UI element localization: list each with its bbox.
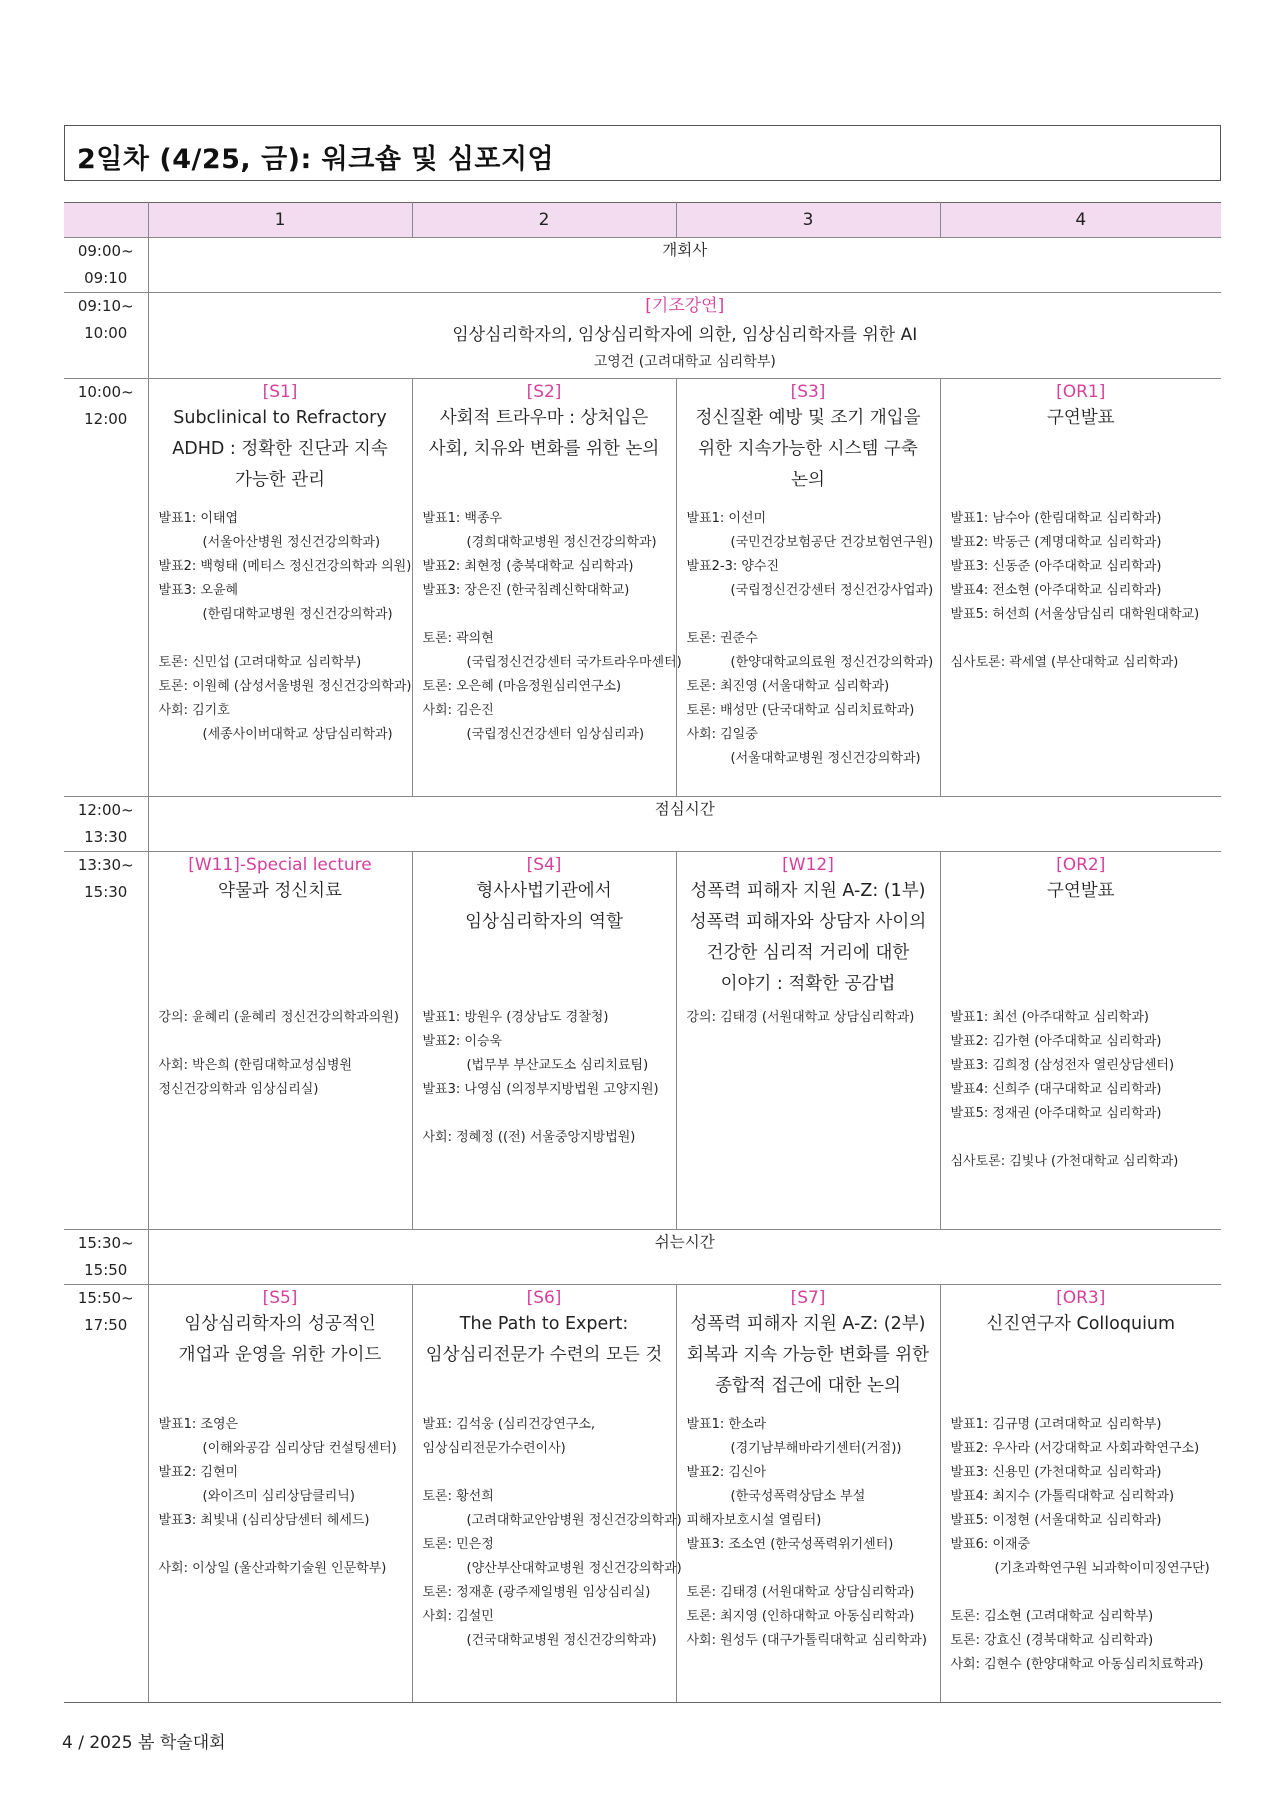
header-row xyxy=(64,203,1221,238)
page-title: 2일차 (4/25, 금): 워크숍 및 심포지엄 xyxy=(77,144,555,175)
session-title-line: 임상심리학자의 성공적인 xyxy=(184,1314,376,1334)
row-break xyxy=(64,1230,1221,1285)
participant-line: (국민건강보험공단 건강보험연구원) xyxy=(730,535,934,550)
participant-list xyxy=(158,507,412,747)
lunch-cell: 점심시간 xyxy=(148,797,1221,852)
participant-line: 발표2: 백형태 (메티스 정신건강의학과 의원) xyxy=(158,559,412,574)
session-tag: [S6] xyxy=(526,1288,562,1308)
participant-line: 발표2: 김현미 xyxy=(158,1465,239,1480)
participant-line: (세종사이버대학교 상담심리학과) xyxy=(202,727,393,742)
participant-line: 발표4: 신희주 (대구대학교 심리학과) xyxy=(950,1082,1162,1097)
participant-line: (와이즈미 심리상담클리닉) xyxy=(202,1489,355,1504)
participant-line: 토론: 곽의현 xyxy=(422,631,494,646)
participant-list xyxy=(687,1006,936,1030)
participant-line: (국립정신건강센터 임상심리과) xyxy=(466,727,645,742)
session-title-line: 회복과 지속 가능한 변화를 위한 xyxy=(686,1345,929,1365)
participant-line: 사회: 김은진 xyxy=(422,703,494,718)
participant-line: (기초과학연구원 뇌과학이미징연구단) xyxy=(994,1561,1210,1576)
header-col-2: 2 xyxy=(412,203,676,238)
session-tag: [S7] xyxy=(790,1288,826,1308)
page-title-box xyxy=(64,125,1221,181)
participant-line: 발표2: 김가현 (아주대학교 심리학과) xyxy=(950,1034,1162,1049)
participant-line: 토론: 강효신 (경북대학교 심리학과) xyxy=(950,1633,1154,1648)
row-keynote xyxy=(64,293,1221,379)
participant-line xyxy=(687,1557,936,1581)
participant-line: 발표2: 우사라 (서강대학교 사회과학연구소) xyxy=(950,1441,1200,1456)
session-title-line: The Path to Expert: xyxy=(459,1314,629,1334)
break-cell: 쉬는시간 xyxy=(148,1230,1221,1285)
session-title-line: 구연발표 xyxy=(1046,408,1115,428)
participant-list xyxy=(687,1413,936,1653)
participant-line: 발표5: 이정현 (서울대학교 심리학과) xyxy=(950,1513,1162,1528)
participant-list xyxy=(422,507,682,747)
participant-line: 발표3: 오윤혜 xyxy=(158,583,239,598)
participant-list xyxy=(159,1006,408,1102)
participant-line: (경희대학교병원 정신건강의학과) xyxy=(466,535,657,550)
participant-line: 발표1: 최선 (아주대학교 심리학과) xyxy=(950,1010,1149,1025)
session-title-line: 약물과 정신치료 xyxy=(218,881,342,901)
participant-line: 토론: 김소현 (고려대학교 심리학부) xyxy=(950,1609,1154,1624)
participant-line: 사회: 김일중 xyxy=(686,727,758,742)
session-title-line: Subclinical to Refractory xyxy=(173,408,387,428)
participant-line: (건국대학교병원 정신건강의학과) xyxy=(466,1633,657,1648)
session-title-line: 성폭력 피해자 지원 A-Z: (1부) xyxy=(690,881,926,901)
participant-line: 토론: 이원혜 (삼성서울병원 정신건강의학과) xyxy=(158,679,412,694)
keynote-tag: [기조강연] xyxy=(645,296,725,316)
participant-line: (서울대학교병원 정신건강의학과) xyxy=(730,751,921,766)
session-tag: [S5] xyxy=(262,1288,298,1308)
session-title-line: 위한 지속가능한 시스템 구축 xyxy=(698,439,918,459)
session-w11 xyxy=(148,852,412,1230)
participant-line: 발표2: 이승욱 xyxy=(422,1034,503,1049)
time-cell: 15:50~ 17:50 xyxy=(64,1285,148,1703)
session-w12 xyxy=(676,852,940,1230)
session-tag: [S3] xyxy=(790,382,826,402)
participant-line xyxy=(423,1102,672,1126)
participant-line xyxy=(423,1461,672,1485)
participant-line: 사회: 김설민 xyxy=(422,1609,494,1624)
participant-line: 토론: 오은혜 (마음정원심리연구소) xyxy=(422,679,622,694)
participant-line: 토론: 최지영 (인하대학교 아동심리학과) xyxy=(686,1609,915,1624)
participant-line: 발표3: 김희정 (삼성전자 열린상담센터) xyxy=(950,1058,1175,1073)
session-title-line: 논의 xyxy=(791,470,825,490)
participant-line: (한국성폭력상담소 부설 xyxy=(730,1489,866,1504)
session-title-line: 개업과 운영을 위한 가이드 xyxy=(178,1345,382,1365)
participant-line: 토론: 김태경 (서원대학교 상담심리학과) xyxy=(686,1585,915,1600)
participant-line: (한림대학교병원 정신건강의학과) xyxy=(202,607,393,622)
participant-list xyxy=(422,1413,682,1653)
participant-line: 임상심리전문가수련이사) xyxy=(422,1441,566,1456)
header-col-3: 3 xyxy=(676,203,940,238)
opening-cell: 개회사 xyxy=(148,238,1221,293)
session-title-line: 종합적 접근에 대한 논의 xyxy=(715,1376,901,1396)
time-cell: 10:00~ 12:00 xyxy=(64,379,148,797)
participant-line: 발표3: 조소연 (한국성폭력위기센터) xyxy=(686,1537,894,1552)
schedule-table xyxy=(64,202,1221,1703)
participant-line: 사회: 김기호 xyxy=(158,703,230,718)
participant-line: 발표1: 백종우 xyxy=(422,511,503,526)
participant-line: 발표1: 방원우 (경상남도 경찰청) xyxy=(422,1010,609,1025)
session-title-line: 구연발표 xyxy=(1046,881,1115,901)
session-or1 xyxy=(940,379,1221,797)
session-title-line: 신진연구자 Colloquium xyxy=(986,1314,1176,1334)
participant-list xyxy=(951,1006,1218,1174)
participant-line: 사회: 원성두 (대구가톨릭대학교 심리학과) xyxy=(686,1633,927,1648)
session-tag: [OR3] xyxy=(1056,1288,1106,1308)
time-cell: 09:10~ 10:00 xyxy=(64,293,148,379)
participant-line xyxy=(159,1533,408,1557)
participant-line: 토론: 신민섭 (고려대학교 심리학부) xyxy=(158,655,362,670)
participant-line: 발표2: 박동근 (계명대학교 심리학과) xyxy=(950,535,1162,550)
time-cell: 09:00~ 09:10 xyxy=(64,238,148,293)
participant-line: (국립정신건강센터 정신건강사업과) xyxy=(730,583,934,598)
session-s5 xyxy=(148,1285,412,1703)
session-title-line: 건강한 심리적 거리에 대한 xyxy=(706,943,910,963)
participant-line: 사회: 이상일 (울산과학기술원 인문학부) xyxy=(158,1561,387,1576)
participant-line: 발표5: 정재권 (아주대학교 심리학과) xyxy=(950,1106,1162,1121)
row-lunch xyxy=(64,797,1221,852)
participant-line: (법무부 부산교도소 심리치료팀) xyxy=(466,1058,649,1073)
participant-line xyxy=(423,603,672,627)
session-title-line: 성폭력 피해자 지원 A-Z: (2부) xyxy=(690,1314,926,1334)
session-tag: [OR2] xyxy=(1056,855,1106,875)
session-s3 xyxy=(676,379,940,797)
header-col-1: 1 xyxy=(148,203,412,238)
session-s6 xyxy=(412,1285,682,1703)
session-tag: [S2] xyxy=(526,382,562,402)
participant-line: 토론: 황선희 xyxy=(422,1489,494,1504)
session-s7 xyxy=(676,1285,940,1703)
participant-line: 강의: 윤혜리 (윤혜리 정신건강의학과의원) xyxy=(158,1010,399,1025)
session-title-line: 성폭력 피해자와 상담자 사이의 xyxy=(689,912,927,932)
keynote-title: 임상심리학자의, 임상심리학자에 의한, 임상심리학자를 위한 AI xyxy=(452,325,918,345)
session-title-line: 가능한 관리 xyxy=(234,470,326,490)
participant-line: 정신건강의학과 임상심리실) xyxy=(158,1082,319,1097)
participant-line: 토론: 최진영 (서울대학교 심리학과) xyxy=(686,679,890,694)
session-tag: [OR1] xyxy=(1056,382,1106,402)
session-s4 xyxy=(412,852,676,1230)
participant-list xyxy=(687,507,936,771)
time-cell: 13:30~ 15:30 xyxy=(64,852,148,1230)
participant-line: 발표5: 허선희 (서울상담심리 대학원대학교) xyxy=(950,607,1200,622)
participant-line: 토론: 권준수 xyxy=(686,631,758,646)
participant-line: 사회: 박은희 (한림대학교성심병원 xyxy=(158,1058,353,1073)
row-block1 xyxy=(64,379,1221,797)
participant-line: 발표2-3: 양수진 xyxy=(686,559,780,574)
row-block2 xyxy=(64,852,1221,1230)
header-col-4: 4 xyxy=(940,203,1221,238)
session-or3 xyxy=(940,1285,1221,1703)
session-title-line: 정신질환 예방 및 조기 개입을 xyxy=(695,408,921,428)
participant-line: 발표1: 조영은 xyxy=(158,1417,239,1432)
participant-line: 발표3: 장은진 (한국침례신학대학교) xyxy=(422,583,630,598)
time-cell: 15:30~ 15:50 xyxy=(64,1230,148,1285)
participant-line: 발표1: 남수아 (한림대학교 심리학과) xyxy=(950,511,1162,526)
session-title-line: 임상심리전문가 수련의 모든 것 xyxy=(425,1345,663,1365)
participant-list xyxy=(423,1006,672,1150)
session-title-line: ADHD : 정확한 진단과 지속 xyxy=(172,439,388,459)
session-tag: [S4] xyxy=(526,855,562,875)
participant-line: 발표6: 이재중 xyxy=(950,1537,1031,1552)
participant-line: 발표3: 신동준 (아주대학교 심리학과) xyxy=(950,559,1162,574)
participant-line: (경기남부해바라기센터(거점)) xyxy=(730,1441,902,1456)
participant-line: 발표4: 전소현 (아주대학교 심리학과) xyxy=(950,583,1162,598)
participant-line: 강의: 김태경 (서원대학교 상담심리학과) xyxy=(686,1010,915,1025)
session-tag: [W12] xyxy=(782,855,834,875)
session-tag: [S1] xyxy=(262,382,298,402)
header-time xyxy=(64,203,148,238)
participant-line: (고려대학교안암병원 정신건강의학과) xyxy=(466,1513,682,1528)
participant-line: 토론: 배성만 (단국대학교 심리치료학과) xyxy=(686,703,915,718)
session-title-line: 이야기 : 적확한 공감법 xyxy=(720,974,896,994)
participant-line: (이해와공감 심리상담 컨설팅센터) xyxy=(202,1441,397,1456)
participant-line: 발표4: 최지수 (가톨릭대학교 심리학과) xyxy=(950,1489,1175,1504)
participant-line: 피해자보호시설 열림터) xyxy=(686,1513,822,1528)
participant-line: 심사토론: 김빛나 (가천대학교 심리학과) xyxy=(950,1154,1179,1169)
time-cell: 12:00~ 13:30 xyxy=(64,797,148,852)
participant-line: 발표1: 한소라 xyxy=(686,1417,767,1432)
participant-line: 발표1: 김규명 (고려대학교 심리학부) xyxy=(950,1417,1162,1432)
participant-list xyxy=(951,1413,1218,1677)
participant-line: 발표3: 최빛내 (심리상담센터 헤세드) xyxy=(158,1513,370,1528)
participant-line: 발표3: 신용민 (가천대학교 심리학과) xyxy=(950,1465,1162,1480)
participant-line: 발표2: 최현정 (충북대학교 심리학과) xyxy=(422,559,634,574)
participant-line: 발표: 김석웅 (심리건강연구소, xyxy=(422,1417,596,1432)
participant-line: 발표2: 김신아 xyxy=(686,1465,767,1480)
participant-line: (국립정신건강센터 국가트라우마센터) xyxy=(466,655,682,670)
row-opening xyxy=(64,238,1221,293)
session-title-line: 형사사법기관에서 xyxy=(476,881,612,901)
participant-line xyxy=(951,627,1218,651)
participant-line: (서울아산병원 정신건강의학과) xyxy=(202,535,381,550)
session-title-line: 사회, 치유와 변화를 위한 논의 xyxy=(428,439,660,459)
participant-line: 사회: 김현수 (한양대학교 아동심리치료학과) xyxy=(950,1657,1204,1672)
participant-line: 발표3: 나영심 (의정부지방법원 고양지원) xyxy=(422,1082,659,1097)
session-or2 xyxy=(940,852,1221,1230)
participant-line: 발표1: 이태엽 xyxy=(158,511,239,526)
participant-line: 토론: 정재훈 (광주제일병원 임상심리실) xyxy=(422,1585,651,1600)
session-tag: [W11]-Special lecture xyxy=(188,855,372,875)
session-s2 xyxy=(412,379,682,797)
participant-line xyxy=(159,1030,408,1054)
participant-line: (양산부산대학교병원 정신건강의학과) xyxy=(466,1561,682,1576)
keynote-speaker: 고영건 (고려대학교 심리학부) xyxy=(593,354,776,370)
page-footer: 4 / 2025 봄 학술대회 xyxy=(62,1733,226,1753)
participant-list xyxy=(951,507,1218,675)
participant-line xyxy=(951,1581,1218,1605)
participant-line xyxy=(687,603,936,627)
participant-line xyxy=(159,627,408,651)
session-title-line: 임상심리학자의 역할 xyxy=(465,912,623,932)
participant-line: 사회: 정혜정 ((전) 서울중앙지방법원) xyxy=(422,1130,636,1145)
session-s1 xyxy=(148,379,412,797)
participant-line: (한양대학교의료원 정신건강의학과) xyxy=(730,655,934,670)
participant-list xyxy=(159,1413,408,1581)
participant-line: 심사토론: 곽세열 (부산대학교 심리학과) xyxy=(950,655,1179,670)
participant-line: 토론: 민은정 xyxy=(422,1537,494,1552)
keynote-cell xyxy=(148,293,1221,379)
participant-line xyxy=(951,1126,1218,1150)
session-title-line: 사회적 트라우마 : 상처입은 xyxy=(439,408,649,428)
row-block3 xyxy=(64,1285,1221,1703)
participant-line: 발표1: 이선미 xyxy=(686,511,767,526)
